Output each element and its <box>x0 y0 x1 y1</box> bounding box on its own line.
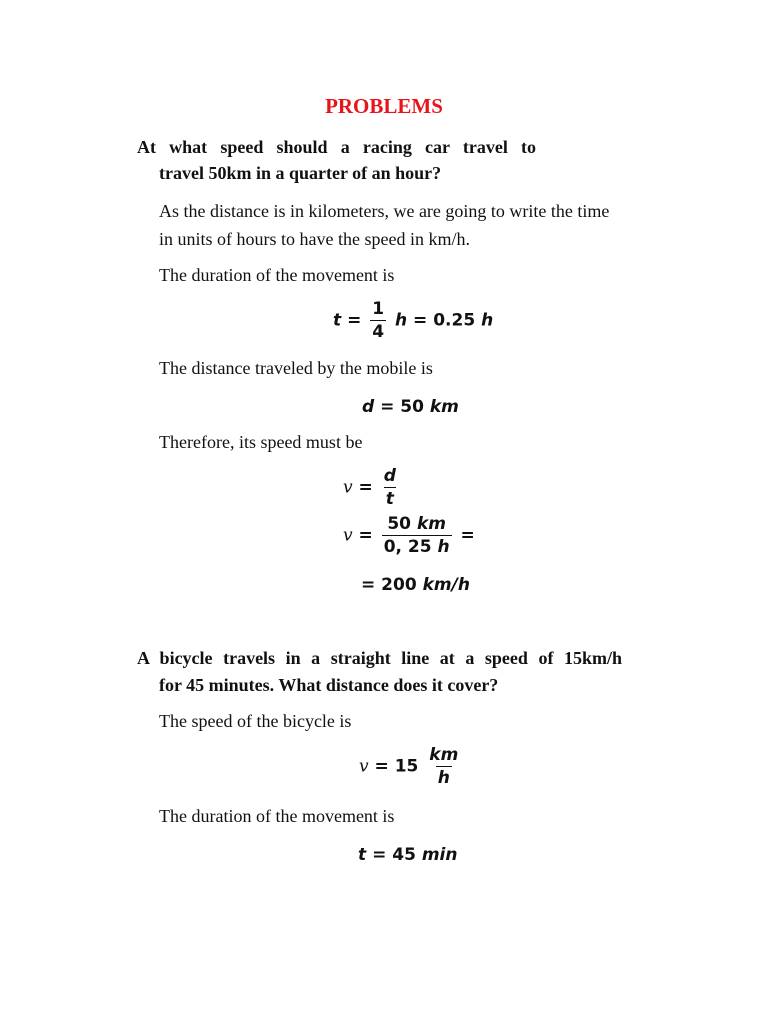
eq-operator: = <box>361 575 376 595</box>
eq-symbol: v <box>343 477 353 498</box>
eq-unit: min <box>421 845 458 865</box>
problem2-question-line2: for 45 minutes. What distance does it cover? <box>159 675 499 695</box>
problem2-speed-intro: The speed of the bicycle is <box>159 711 352 731</box>
eq-operator: = <box>358 525 373 546</box>
fraction-denominator: 4 <box>372 322 385 342</box>
problem2-duration-intro: The duration of the movement is <box>159 806 395 826</box>
fraction-numerator: km <box>429 745 459 765</box>
eq-unit: km <box>429 397 459 417</box>
page-title: PROBLEMS <box>325 94 443 118</box>
eq-value: 0.25 <box>433 310 476 331</box>
fraction <box>370 299 386 342</box>
eq-operator: = <box>374 756 389 777</box>
equation-time <box>333 299 493 342</box>
eq-unit: h <box>437 537 450 557</box>
equation-speed-formula <box>343 466 401 509</box>
equation-speed-result <box>361 575 470 595</box>
eq-unit: h <box>481 310 494 331</box>
eq-value: 50 <box>387 514 412 534</box>
eq-unit: km <box>416 514 446 534</box>
eq-unit: km/h <box>422 575 470 595</box>
eq-operator: = <box>347 310 362 331</box>
fraction <box>382 514 452 557</box>
problem1-duration-intro: The duration of the movement is <box>159 265 395 285</box>
fraction-denominator: h <box>437 768 450 788</box>
fraction <box>382 466 398 509</box>
eq-symbol: t <box>333 310 342 331</box>
problem1-question-line1: At what speed should a racing car travel to <box>137 137 536 157</box>
eq-value: 50 <box>400 397 424 417</box>
eq-operator: = <box>460 525 475 546</box>
fraction-numerator: 1 <box>372 299 385 319</box>
fraction <box>427 745 460 788</box>
fraction-denominator <box>382 535 452 557</box>
eq-operator: = <box>380 397 395 417</box>
eq-operator: = <box>413 310 428 331</box>
problem1-explanation-line1: As the distance is in kilometers, we are going to write the time <box>159 201 610 221</box>
eq-symbol: d <box>362 397 375 417</box>
fraction-numerator <box>385 514 448 535</box>
eq-symbol: v <box>359 756 369 777</box>
problem2-question-line1: A bicycle travels in a straight line at a speed of 15km/h <box>137 648 622 668</box>
eq-symbol: v <box>343 525 353 546</box>
eq-value: 0, 25 <box>383 537 432 557</box>
eq-symbol: t <box>358 845 367 865</box>
fraction-numerator: d <box>383 466 396 486</box>
equation-distance <box>362 397 459 417</box>
eq-value: 45 <box>392 845 416 865</box>
equation-bicycle-time <box>358 845 457 865</box>
eq-value: 15 <box>394 756 419 777</box>
problem1-question-line2: travel 50km in a quarter of an hour? <box>159 163 442 183</box>
eq-operator: = <box>358 477 373 498</box>
equation-speed-substitution <box>343 514 475 557</box>
eq-operator: = <box>372 845 387 865</box>
problem1-explanation-line2: in units of hours to have the speed in km/h. <box>159 229 470 249</box>
eq-value: 200 <box>381 575 417 595</box>
problem1-distance-intro: The distance traveled by the mobile is <box>159 358 433 378</box>
equation-bicycle-speed <box>359 745 463 788</box>
problem1-speed-intro: Therefore, its speed must be <box>159 432 363 452</box>
eq-unit: h <box>395 310 408 331</box>
fraction-denominator: t <box>385 489 394 509</box>
